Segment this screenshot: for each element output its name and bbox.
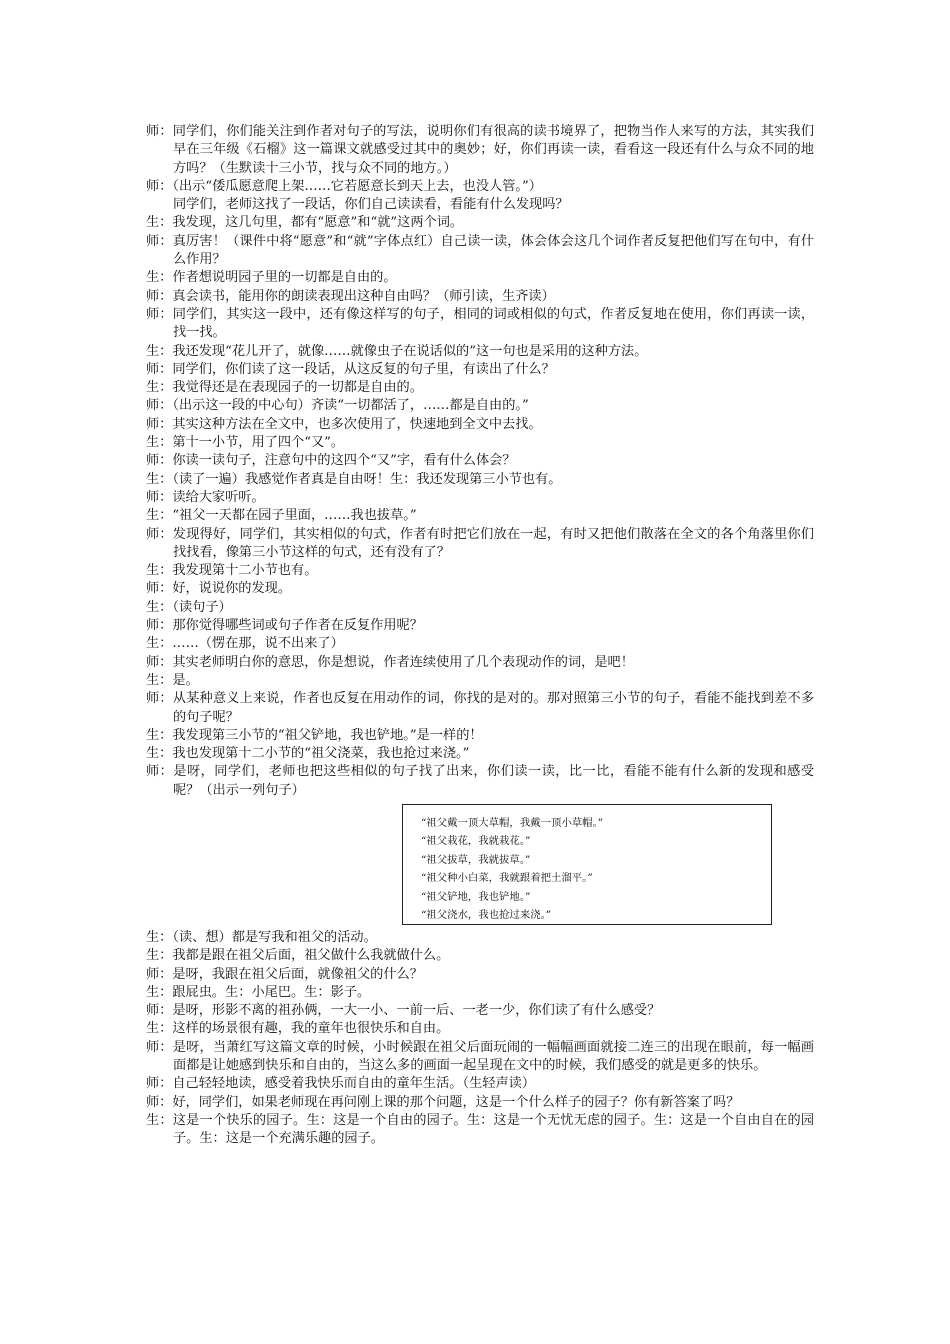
dialogue-line xyxy=(146,727,814,745)
sentence-line: “祖父栽花，我就栽花。” xyxy=(421,835,531,848)
dialogue-text: 我还发现“花儿开了，就像……就像虫子在说话似的”这一句也是采用的这种方法。 xyxy=(172,343,648,359)
sentence-line: “祖父铲地，我也铲地。” xyxy=(421,890,531,903)
dialogue-line xyxy=(146,288,814,306)
sentence-line: “祖父戴一顶大草帽，我戴一顶小草帽。” xyxy=(421,816,604,829)
dialogue-text: 那你觉得哪些词或句子作者在反复作用呢？ xyxy=(172,618,423,634)
dialogue-text: 发现得好，同学们，其实相似的句式，作者有时把它们放在一起，有时又把他们散落在全文的各个角落里你们找找看，像第三小节这样的句式，还有没有了？ xyxy=(172,526,815,560)
dialogue-text: 同学们，老师这找了一段话，你们自己读读看，看能有什么发现吗？ xyxy=(173,197,569,213)
speaker-label: 师： xyxy=(146,178,173,194)
speaker-label: 师： xyxy=(146,1076,173,1092)
dialogue-line xyxy=(146,1112,814,1149)
sentence-line: “祖父种小白菜，我就跟着把土溜平。” xyxy=(421,872,593,885)
dialogue-line xyxy=(146,526,814,563)
speaker-label: 生： xyxy=(146,215,173,231)
dialogue-line xyxy=(146,947,814,965)
dialogue-text: 好，同学们，如果老师现在再问刚上课的那个问题，这是一个什么样子的园子？你有新答案了吗？ xyxy=(172,1094,740,1110)
dialogue-text: 是呀，形影不离的祖孙俩，一大一小、一前一后、一老一少，你们读了有什么感受？ xyxy=(172,1003,661,1019)
dialogue-line xyxy=(146,489,814,507)
dialogue-section-1 xyxy=(146,123,814,800)
dialogue-line xyxy=(146,361,814,379)
speaker-label: 生： xyxy=(146,672,173,688)
dialogue-text: 是呀，当萧红写这篇文章的时候，小时候跟在祖父后面玩闹的一幅幅画面就接二连三的出现在眼前，每一幅画面都是让她感到快乐和自由的，当这么多的画面一起呈现在文中的时候，我们感受的就是更多的快乐。 xyxy=(172,1039,815,1074)
dialogue-line xyxy=(146,690,814,727)
dialogue-line xyxy=(146,507,814,525)
speaker-label: 生： xyxy=(146,1021,173,1037)
speaker-label: 生： xyxy=(146,1112,173,1128)
sentence-line: “祖父浇水，我也抢过来浇。” xyxy=(421,909,552,922)
dialogue-line xyxy=(146,929,814,947)
dialogue-text: 好，说说你的发现。 xyxy=(172,581,292,597)
dialogue-text: 真会读书，能用你的朗读表现出这种自由吗？（师引读，生齐读） xyxy=(172,288,555,304)
dialogue-line xyxy=(146,123,814,178)
speaker-label: 生： xyxy=(146,948,173,964)
dialogue-line xyxy=(146,966,814,984)
dialogue-line xyxy=(146,599,814,617)
dialogue-line xyxy=(146,178,814,196)
dialogue-line xyxy=(146,397,814,415)
dialogue-text: ……（愣在那，说不出来了） xyxy=(172,636,344,652)
speaker-label: 师： xyxy=(146,764,174,780)
dialogue-text: 我也发现第十二小节的“祖父浇菜，我也抢过来浇。” xyxy=(172,746,470,762)
dialogue-text: （出示“倭瓜愿意爬上架……它若愿意长到天上去，也没人管。”） xyxy=(172,178,542,194)
dialogue-line xyxy=(146,654,814,672)
dialogue-line xyxy=(146,452,814,470)
dialogue-section-2 xyxy=(146,929,814,1149)
dialogue-text: 我都是跟在祖父后面，祖父做什么我就做什么。 xyxy=(172,948,450,964)
dialogue-line xyxy=(146,580,814,598)
speaker-label: 生： xyxy=(146,636,173,652)
dialogue-line xyxy=(146,984,814,1002)
speaker-label: 师： xyxy=(146,654,173,670)
dialogue-line xyxy=(146,379,814,397)
speaker-label: 师： xyxy=(146,1094,173,1110)
speaker-label: 师： xyxy=(146,526,173,542)
sentence-line: “祖父拔草，我就拔草。” xyxy=(421,853,531,866)
dialogue-text: 第十一小节，用了四个“又”。 xyxy=(172,435,345,451)
dialogue-text: 我发现，这几句里，都有“愿意”和“就”这两个词。 xyxy=(172,215,464,231)
speaker-label: 师： xyxy=(146,306,173,322)
dialogue-line xyxy=(146,214,814,232)
speaker-label: 生： xyxy=(146,727,173,743)
sentence-list-box xyxy=(402,804,772,925)
dialogue-line xyxy=(146,343,814,361)
dialogue-line xyxy=(146,763,814,800)
speaker-label: 师： xyxy=(146,489,173,505)
dialogue-text: （读了一遍）我感觉作者真是自由呀！生：我还发现第三小节也有。 xyxy=(172,471,562,487)
speaker-label: 生： xyxy=(146,508,173,524)
speaker-label: 生： xyxy=(146,270,173,286)
dialogue-line xyxy=(146,617,814,635)
dialogue-text: 是。 xyxy=(172,672,199,688)
speaker-label: 师： xyxy=(146,233,173,249)
dialogue-text: 真厉害！（课件中将“愿意”和“就”字体点红）自己读一读，体会体会这几个词作者反复把他们写在句中，有什么作用？ xyxy=(172,233,815,268)
dialogue-text: （出示这一段的中心句）齐读“一切都活了，……都是自由的。” xyxy=(172,398,529,414)
dialogue-line xyxy=(146,1094,814,1112)
dialogue-text: 作者想说明园子里的一切都是自由的。 xyxy=(172,270,397,286)
speaker-label: 师： xyxy=(146,691,173,707)
dialogue-line xyxy=(146,562,814,580)
dialogue-line xyxy=(146,434,814,452)
speaker-label: 师： xyxy=(146,1003,173,1019)
speaker-label: 生： xyxy=(146,343,173,359)
dialogue-text: 同学们，你们读了这一段话，从这反复的句子里，有读出了什么？ xyxy=(172,361,555,377)
speaker-label: 生： xyxy=(146,380,173,396)
speaker-label: 师： xyxy=(146,1039,173,1055)
dialogue-line xyxy=(146,233,814,270)
dialogue-line xyxy=(146,196,814,214)
speaker-label: 生： xyxy=(146,984,173,1000)
dialogue-line xyxy=(146,306,814,343)
speaker-label: 师： xyxy=(146,581,173,597)
dialogue-text: （读、想）都是写我和祖父的活动。 xyxy=(172,929,377,945)
dialogue-text: 这是一个快乐的园子。生：这是一个自由的园子。生：这是一个无忧无虑的园子。生：这是一个自由自在的园子。生：这是一个充满乐趣的园子。 xyxy=(172,1112,815,1147)
speaker-label: 生： xyxy=(146,599,173,615)
dialogue-text: （读句子） xyxy=(172,599,232,615)
dialogue-line xyxy=(146,745,814,763)
dialogue-text: “祖父一天都在园子里面，……我也拔草。” xyxy=(172,508,417,524)
dialogue-line xyxy=(146,1020,814,1038)
speaker-label: 师： xyxy=(146,618,173,634)
dialogue-text: 从某种意义上来说，作者也反复在用动作的词，你找的是对的。那对照第三小节的句子，看能不能找到差不多的句子呢？ xyxy=(172,691,815,725)
speaker-label: 师： xyxy=(146,361,173,377)
speaker-label: 师： xyxy=(146,966,173,982)
dialogue-text: 你读一读句子，注意句中的这四个“又”字，看有什么体会？ xyxy=(172,453,516,469)
dialogue-line xyxy=(146,1075,814,1093)
dialogue-line xyxy=(146,269,814,287)
speaker-label: 师： xyxy=(146,398,173,414)
dialogue-text: 跟屁虫。生：小尾巴。生：影子。 xyxy=(172,984,371,1000)
dialogue-text: 自己轻轻地读，感受着我快乐而自由的童年生活。（生轻声读） xyxy=(172,1076,536,1092)
dialogue-line xyxy=(146,1002,814,1020)
speaker-label: 生： xyxy=(146,563,173,579)
speaker-label: 师： xyxy=(146,416,173,432)
dialogue-line xyxy=(146,635,814,653)
dialogue-text: 同学们，你们能关注到作者对句子的写法，说明你们有很高的读书境界了，把物当作人来写的方法，其实我们早在三年级《石榴》这一篇课文就感受过其中的奥妙；好，你们再读一读，看看这一段还有什么与众不同的地方吗？（生默读十三小节，找与众不同的地方。） xyxy=(172,124,815,176)
dialogue-line xyxy=(146,672,814,690)
speaker-label: 师： xyxy=(146,288,173,304)
dialogue-text: 其实老师明白你的意思，你是想说，作者连续使用了几个表现动作的词，是吧！ xyxy=(172,654,634,670)
dialogue-line xyxy=(146,1039,814,1076)
speaker-label: 生： xyxy=(146,929,173,945)
speaker-label: 生： xyxy=(146,746,173,762)
speaker-label: 生： xyxy=(146,471,173,487)
dialogue-text: 我发现第三小节的“祖父铲地，我也铲地。”是一样的！ xyxy=(172,727,483,743)
dialogue-line xyxy=(146,416,814,434)
dialogue-text: 这样的场景很有趣，我的童年也很快乐和自由。 xyxy=(172,1021,450,1037)
speaker-label: 生： xyxy=(146,435,173,451)
dialogue-line xyxy=(146,471,814,489)
dialogue-text: 读给大家听听。 xyxy=(172,489,265,505)
dialogue-text: 其实这种方法在全文中，也多次使用了，快速地到全文中去找。 xyxy=(172,416,542,432)
dialogue-text: 我发现第十二小节也有。 xyxy=(172,563,318,579)
dialogue-text: 我觉得还是在表现园子的一切都是自由的。 xyxy=(172,380,423,396)
speaker-label: 师： xyxy=(146,124,173,139)
document-body xyxy=(146,123,814,1149)
dialogue-text: 是呀，同学们，老师也把这些相似的句子找了出来，你们读一读，比一比，看能不能有什么新的发现和感受呢？（出示一列句子） xyxy=(173,764,815,798)
dialogue-text: 是呀，我跟在祖父后面，就像祖父的什么？ xyxy=(172,966,423,982)
dialogue-text: 同学们，其实这一段中，还有像这样写的句子，相同的词或相似的句式，作者反复地在使用，你们再读一读，找一找。 xyxy=(172,306,815,341)
speaker-label: 师： xyxy=(146,453,173,469)
